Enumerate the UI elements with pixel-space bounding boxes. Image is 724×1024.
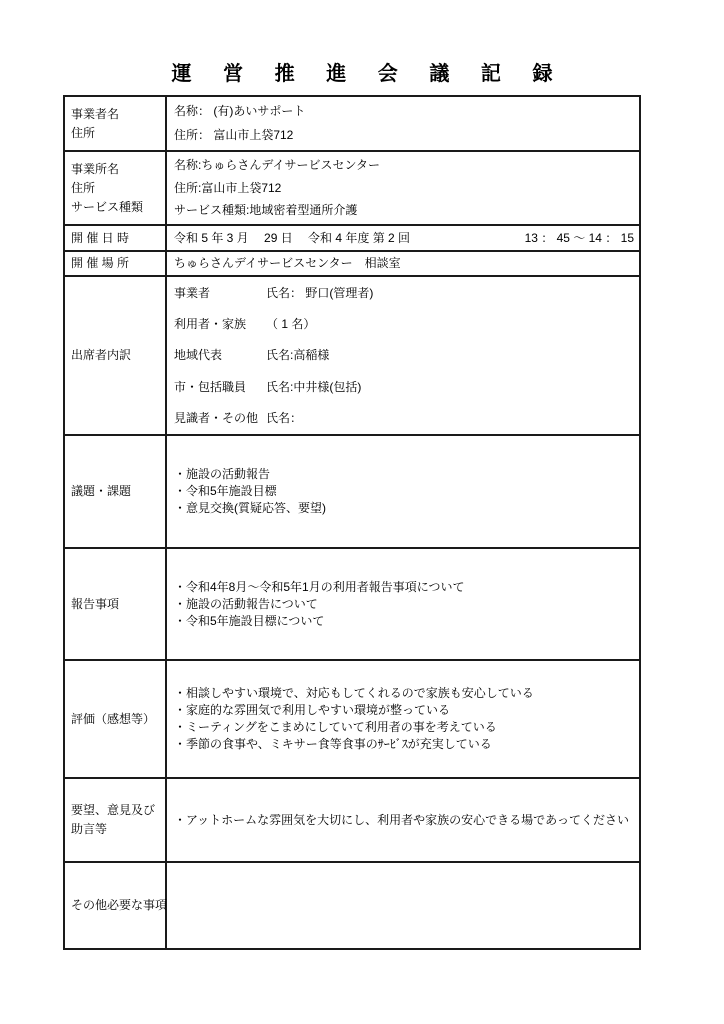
- label-line: 開 催 場 所: [71, 256, 130, 270]
- report-item: ・施設の活動報告について: [174, 596, 318, 611]
- attendee-value: （ 1 名）: [266, 317, 316, 332]
- table-row-evaluation: [65, 659, 639, 777]
- office-address-line: 住所:富山市上袋712: [174, 180, 282, 195]
- label-line: サービス種類: [71, 199, 144, 214]
- table-row-attendees: [65, 275, 639, 434]
- office-name-line: 名称:ちゅらさんデイサービスセンター: [174, 158, 381, 173]
- label-line: 住所: [71, 180, 96, 195]
- row-label-requests: [65, 779, 167, 861]
- row-content-datetime: [167, 226, 639, 250]
- label-line: 要望、意見及び: [71, 803, 156, 817]
- attendee-row: [174, 285, 639, 301]
- meeting-record-table: [63, 95, 641, 950]
- attendee-role: 地域代表: [174, 348, 223, 363]
- agenda-item: ・意見交換(質疑応答、要望): [174, 501, 326, 515]
- report-item: ・令和5年施設目標について: [174, 613, 325, 628]
- request-item: ・アットホームな雰囲気を大切にし、利用者や家族の安心できる場であってください: [174, 812, 630, 827]
- label-line: 住所: [71, 125, 96, 140]
- table-row-other: [65, 861, 639, 948]
- table-row-report: [65, 547, 639, 659]
- row-content-evaluation: [167, 661, 639, 777]
- evaluation-item: ・相談しやすい環境で、対応もしてくれるので家族も安心している: [174, 686, 534, 700]
- attendee-value: 氏名:中井様(包括): [266, 379, 362, 394]
- attendee-value: 氏名：: [266, 411, 303, 426]
- table-row-agenda: [65, 434, 639, 547]
- label-line: 議題・課題: [71, 484, 132, 498]
- attendee-row: [174, 410, 639, 426]
- table-row-operator: [65, 97, 639, 150]
- attendee-role: 利用者・家族: [174, 317, 247, 332]
- attendee-row: [174, 316, 639, 332]
- row-content-other: [167, 863, 639, 948]
- evaluation-item: ・ミーティングをこまめにしていて利用者の事を考えている: [174, 720, 497, 734]
- row-label-venue: [65, 252, 167, 275]
- evaluation-item: ・季節の食事や、ミキサー食等食事のｻｰﾋﾞｽが充実している: [174, 737, 492, 751]
- label-line: その他必要な事項: [71, 898, 168, 912]
- row-label-operator: [65, 97, 167, 150]
- operator-name-line: 名称： (有)あいサポート: [174, 104, 306, 119]
- row-content-attendees: [167, 277, 639, 434]
- office-service-type-line: サービス種類:地域密着型通所介護: [174, 202, 358, 217]
- row-content-report: [167, 549, 639, 659]
- table-row-requests: [65, 777, 639, 861]
- attendee-row: [174, 379, 639, 395]
- row-label-other: [65, 863, 167, 948]
- table-row-datetime: [65, 224, 639, 250]
- row-content-operator: [167, 97, 639, 150]
- label-line: 開 催 日 時: [71, 230, 130, 245]
- page-title: 運 営 推 進 会 議 記 録: [171, 63, 566, 85]
- row-label-evaluation: [65, 661, 167, 777]
- row-label-agenda: [65, 436, 167, 547]
- row-label-attendees: [65, 277, 167, 434]
- evaluation-item: ・家庭的な雰囲気で利用しやすい環境が整っている: [174, 703, 451, 717]
- label-line: 報告事項: [71, 596, 120, 611]
- agenda-item: ・令和5年施設目標: [174, 484, 277, 498]
- row-content-venue: [167, 252, 639, 275]
- attendee-role: 事業者: [174, 285, 211, 300]
- table-row-venue: [65, 250, 639, 275]
- datetime-time: 13 ： 45 ～ 14 ： 15: [524, 230, 634, 245]
- label-line: 助言等: [71, 822, 108, 836]
- row-content-agenda: [167, 436, 639, 547]
- agenda-item: ・施設の活動報告: [174, 467, 271, 481]
- row-content-requests: [167, 779, 639, 861]
- row-label-report: [65, 549, 167, 659]
- attendee-row: [174, 347, 639, 363]
- table-row-office: [65, 150, 639, 224]
- label-line: 事業所名: [71, 161, 120, 176]
- label-line: 評価（感想等）: [71, 711, 156, 726]
- venue-value: ちゅらさんデイサービスセンター 相談室: [174, 256, 401, 270]
- label-line: 出席者内訳: [71, 348, 132, 362]
- report-item: ・令和4年8月～令和5年1月の利用者報告事項について: [174, 579, 465, 594]
- attendee-value: 氏名： 野口(管理者): [266, 285, 374, 300]
- attendee-value: 氏名:高稲様: [266, 348, 330, 363]
- label-line: 事業者名: [71, 106, 120, 121]
- attendee-role: 市・包括職員: [174, 379, 247, 394]
- row-label-datetime: [65, 226, 167, 250]
- row-label-office: [65, 152, 167, 224]
- row-content-office: [167, 152, 639, 224]
- operator-address-line: 住所： 富山市上袋712: [174, 127, 294, 142]
- attendee-role: 見識者・その他: [174, 411, 259, 426]
- datetime-date: 令和 5 年 3 月 29 日 令和 4 年度 第 2 回: [174, 230, 411, 245]
